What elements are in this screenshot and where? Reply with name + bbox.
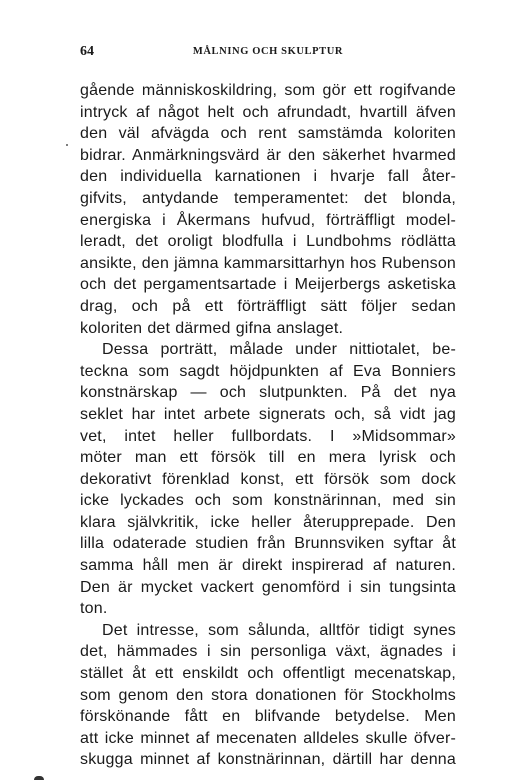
body-text <box>80 80 456 771</box>
text-line: teckna som sagdt höjdpunkten af Eva Bonniers <box>80 362 456 380</box>
text-line: intryck af något helt och afrundadt, hvartill äfven <box>80 103 456 121</box>
print-speck <box>66 144 68 146</box>
page-header <box>80 44 456 62</box>
text-line: konstnärskap — och slutpunkten. På det nya <box>80 384 456 402</box>
text-line: klara självkritik, icke heller återupprepade. Den <box>80 513 456 531</box>
text-line: dekorativt förenklad konst, ett försök som dock <box>80 470 456 488</box>
paragraph-start-line: Dessa porträtt, målade under nittiotalet, be- <box>102 341 456 359</box>
text-line: skugga minnet af konstnärinnan, därtill har denna <box>80 751 456 769</box>
text-line: möter man ett försök till en mera lyrisk och <box>80 449 456 467</box>
text-line: bidrar. Anmärkningsvärd är den säkerhet hvarmed <box>80 146 456 164</box>
paragraph-start-line: Det intresse, som sålunda, alltför tidigt synes <box>102 621 456 639</box>
paragraph-end-line: ton. <box>80 600 108 618</box>
text-line: gående människoskildring, som gör ett rogifvande <box>80 82 456 99</box>
text-line: Den är mycket vackert genomförd i sin tungsinta <box>80 578 456 596</box>
text-line: seklet har intet arbete signerats och, så vidt jag <box>80 405 456 423</box>
text-line: det, hämmades i sin personliga växt, ägnades i <box>80 643 456 661</box>
text-line: den väl afvägda och rent samstämda koloriten <box>80 125 456 143</box>
text-line: förskönande fått en blifvande betydelse. Men <box>80 708 456 726</box>
running-head: MÅLNING OCH SKULPTUR <box>192 46 344 57</box>
print-speck <box>34 776 44 780</box>
text-line: icke lyckades och som konstnärinnan, med sin <box>80 492 456 510</box>
text-line: ansikte, den jämna kammarsittarhyn hos Rubenson <box>80 254 456 272</box>
text-line: lilla odaterade studien från Brunnsviken syftar åt <box>80 535 456 553</box>
text-line: drag, och på ett förträffligt sätt följer sedan <box>80 297 456 315</box>
text-line: energiska i Åkermans hufvud, förträffligt model- <box>80 211 456 229</box>
text-line: som genom den stora donationen för Stockholms <box>80 686 456 704</box>
text-line: vet, intet heller fullbordats. I »Midsommar» <box>80 427 456 445</box>
text-line: stället åt ett enskildt och offentligt mecenatskap, <box>80 665 456 683</box>
text-line: den individuella karnationen i hvarje fall åter- <box>80 168 456 186</box>
text-line: att icke minnet af mecenaten alldeles skulle öfver- <box>80 729 456 747</box>
text-line: gifvits, antydande temperamentet: det blonda, <box>80 189 456 207</box>
text-line: samma håll men är direkt inspirerad af naturen. <box>80 557 456 575</box>
page-number: 64 <box>80 44 94 59</box>
text-line: leradt, det oroligt blodfulla i Lundbohms rödlätta <box>80 233 456 251</box>
paragraph-end-line: koloriten det därmed gifna anslaget. <box>80 319 344 337</box>
text-line: och det pergamentsartade i Meijerbergs asketiska <box>80 276 456 294</box>
